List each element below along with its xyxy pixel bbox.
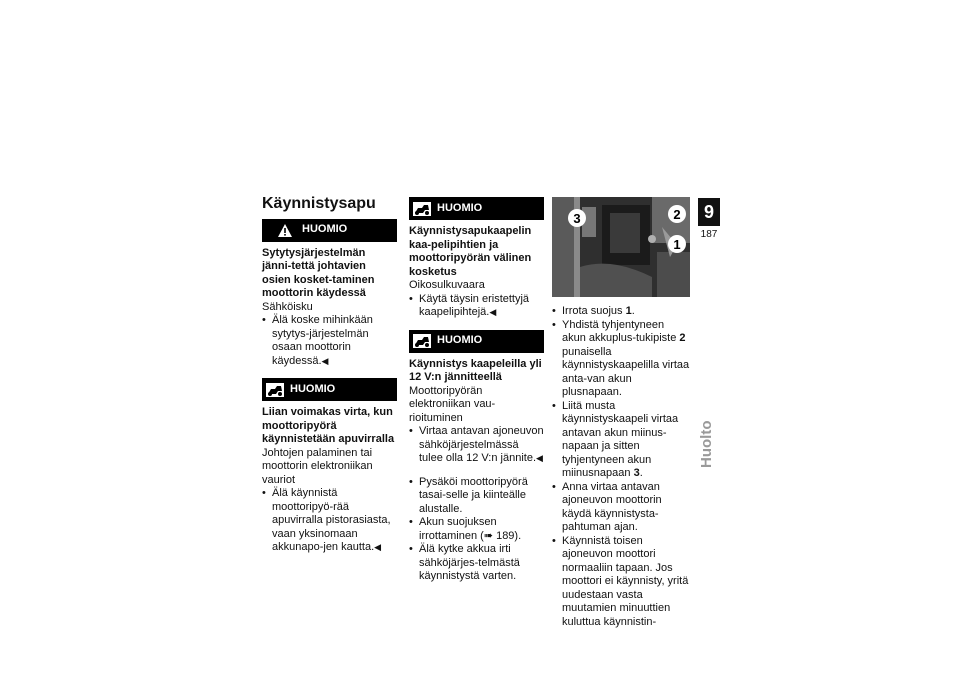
list-item: • Älä käynnistä moottoripyö-rää apuvirralla pistorasiasta, vaan yksinomaan akkunapo-jen kautta.◀: [262, 487, 397, 555]
list-item: • Yhdistä tyhjentyneen akun akkuplus-tukipiste 2 punaisella käynnistyskaapelilla virtaa anta-van akun plusnapaan.: [552, 319, 690, 400]
end-mark-icon: ◀: [321, 355, 329, 366]
notice-label: HUOMIO: [437, 334, 483, 347]
notice-banner-3: [409, 197, 544, 220]
motorcycle-damage-icon: [413, 202, 431, 216]
notice-title: Sytytysjärjestelmän jänni-tettä johtavien osien kosket-taminen moottorin käydessä: [262, 246, 375, 299]
chapter-tab: [698, 198, 720, 468]
list-item: • Liitä musta käynnistyskaapeli virtaa antavan akun miinus-napaan ja sitten tyhjentyneen akun miinusnapaan 3.: [552, 400, 690, 481]
end-mark-icon: ◀: [536, 453, 543, 463]
list-item: • Käytä täysin eristettyjä kaapelipihtejä.◀: [409, 293, 544, 320]
chapter-number: 9: [698, 198, 720, 226]
column-2: [409, 197, 544, 584]
list-item: • Käynnistä toisen ajoneuvon moottori normaaliin tapaan. Jos moottori ei käynnisty, yritä uudestaan vasta muutamien minuuttien kuluttua käynnistin-: [552, 535, 690, 630]
chapter-side-label: Huolto: [698, 420, 715, 468]
motorcycle-damage-icon: [413, 334, 431, 348]
notice-banner-1: [262, 219, 397, 242]
notice-title: Liian voimakas virta, kun moottoripyörä käynnistetään apuvirralla: [262, 406, 395, 445]
motorcycle-damage-icon: [266, 383, 284, 397]
list-item: • Virtaa antavan ajoneuvon sähköjärjestelmässä tulee olla 12 V:n jännite.◀: [409, 425, 544, 466]
procedure-steps: [552, 305, 690, 629]
end-mark-icon: ◀: [489, 307, 497, 317]
notice-title: Käynnistysapukaapelin kaa-pelipihtien ja moottoripyörän välinen kosketus: [409, 225, 532, 278]
notice-title: Käynnistys kaapeleilla yli 12 V:n jännitteellä: [409, 357, 542, 383]
list-item: • Älä koske mihinkään sytytys-järjestelmän osaan moottorin käydessä.◀: [262, 314, 397, 368]
notice-subtitle: Moottoripyörän elektroniikan vau-rioituminen: [409, 384, 496, 424]
callout-2: 2: [668, 205, 686, 223]
list-item: • Älä kytke akkua irti sähköjärjes-telmästä käynnistystä varten.: [409, 543, 544, 584]
section-title: Käynnistysapu: [262, 195, 376, 212]
notice-subtitle: Oikosulkuvaara: [409, 279, 485, 291]
list-item: • Anna virtaa antavan ajoneuvon moottorin käydä käynnistysta-pahtuman ajan.: [552, 481, 690, 535]
procedure-list: [409, 476, 544, 584]
notice-label: HUOMIO: [437, 201, 483, 214]
notice-subtitle: Johtojen palaminen tai moottorin elektroniikan vauriot: [262, 446, 373, 486]
end-mark-icon: ◀: [374, 542, 382, 552]
notice-label: HUOMIO: [302, 223, 348, 236]
callout-3: 3: [568, 209, 586, 227]
notice-banner-2: [262, 378, 397, 401]
list-item: • Irrota suojus 1.: [552, 305, 690, 319]
column-3: [552, 197, 690, 629]
notice-banner-4: [409, 330, 544, 353]
battery-photo: [552, 197, 690, 297]
page-number: 187: [700, 229, 718, 240]
notice-label: HUOMIO: [290, 382, 336, 395]
list-item: • Pysäköi moottoripyörä tasai-selle ja kiinteälle alustalle.: [409, 476, 544, 517]
callout-1: 1: [668, 235, 686, 253]
column-1: [262, 197, 397, 555]
notice-subtitle: Sähköisku: [262, 300, 313, 313]
warning-triangle-icon: [276, 223, 294, 237]
list-item: • Akun suojuksen irrottaminen (➠ 189).: [409, 516, 544, 543]
